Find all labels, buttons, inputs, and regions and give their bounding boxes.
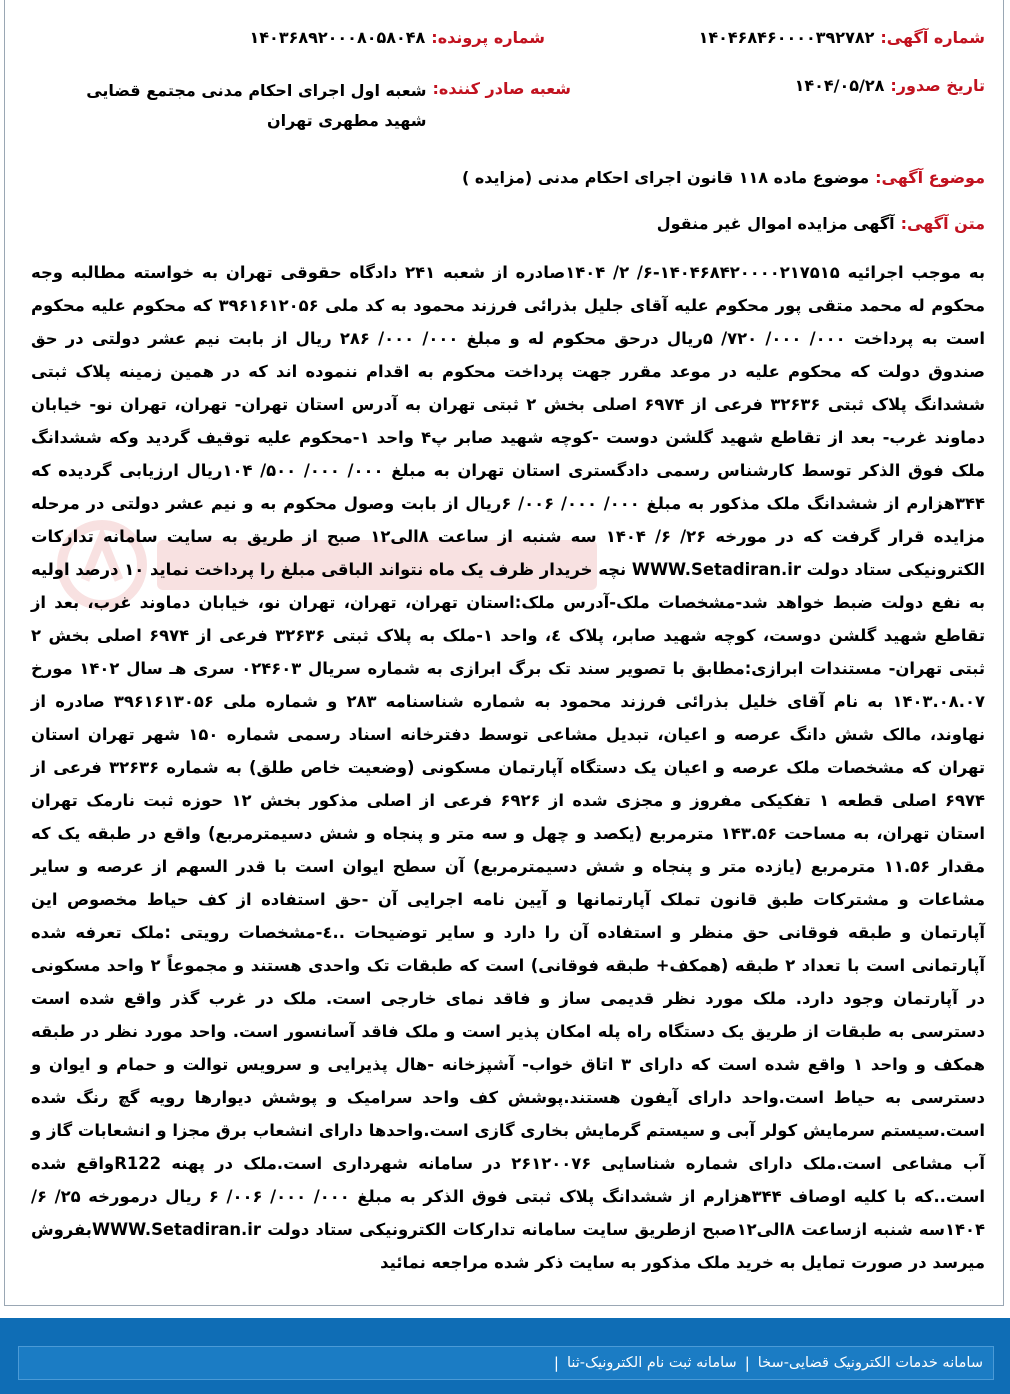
ad-number-row <box>699 28 985 47</box>
file-number-label: شماره پرونده: <box>431 28 545 47</box>
notice-panel <box>4 0 1004 1306</box>
issuing-branch-row <box>51 76 571 136</box>
subject-value: موضوع ماده ۱۱۸ قانون اجرای احکام مدنی (مزایده ) <box>461 168 870 187</box>
issuing-branch-label: شعبه صادر کننده: <box>432 79 571 98</box>
issue-date-value: ۱۴۰۴/۰۵/۲۸ <box>794 76 885 95</box>
subject-row <box>462 168 985 187</box>
notice-body-paragraph: به موجب اجرائیه ۱۴۰۴۶۸۴۲۰۰۰۰۲۱۷۵۱۵-۶/ ۲/ ۱۴۰۴صادره از شعبه ۲۴۱ دادگاه حقوقی تهران به خواسته مطالبه وجه محکوم له محمد متقی پور محکوم علیه آقای جلیل بذرائی فرزند محمود به کد ملی ۳۹۶۱۶۱۲۰۵۶ که محکوم علیه محکوم است به پرداخت ۰۰۰/ ۰۰۰/ ۷۲۰/ ۵ریال درحق محکوم له و مبلغ ۰۰۰/ ۰۰۰/ ۲۸۶ ریال از بابت نیم عشر دولتی در حق صندوق دولت که محکوم علیه در موعد مقرر جهت پرداخت محکوم به اقدام ننموده اند که در همین زمینه پلاک ثبتی ششدانگ پلاک ثبتی ۳۲۶۳۶ فرعی از ۶۹۷۴ اصلی بخش ۲ ثبتی تهران به آدرس استان تهران- تهران، تهران نو- خیابان دماوند غرب- بعد از تقاطع شهید گلشن دوست -کوچه شهید صابر پ۴ واحد ۱-محکوم علیه توقیف گردید وکه ششدانگ ملک فوق الذکر توسط کارشناس رسمی دادگستری استان تهران به مبلغ ۰۰۰/ ۰۰۰/ ۵۰۰/ ۱۰۴ریال ارزیابی گردیده که ۳۴۴هزارم از ششدانگ ملک مذکور به مبلغ ۰۰۰/ ۰۰۰/ ۰۰۶/ ۶ریال از بابت وصول محکوم به و نیم عشر دولتی در مرحله مزایده قرار گرفت که در مورخه ۲۶/ ۶/ ۱۴۰۴ سه شنبه از ساعت ۸الی۱۲ صبح از طریق به سایت سامانه تدارکات الکترونیکی ستاد دولت WWW.Setadiran.ir نچه خریدار ظرف یک ماه نتواند الباقی مبلغ را پرداخت نماید ۱۰ درصد اولیه به نفع دولت ضبط خواهد شد-مشخصات ملک-آدرس ملک:استان تهران، تهران، تهران نو، خیابان دماوند غرب، بعد از تقاطع شهید گلشن دوست، کوچه شهید صابر، پلاک ٤، واحد ۱-ملک به پلاک ثبتی ۳۲۶۳۶ فرعی از ۶۹۷۴ اصلی بخش ۲ ثبتی تهران- مستندات ابرازی:مطابق با تصویر سند تک برگ ابرازی به شماره سریال ۰۲۴۶۰۳ سری هـ سال ۱۴۰۲ مورخ ۱۴۰۳.۰۸.۰۷ به نام آقای خلیل بذرائی فرزند محمود به شماره شناسنامه ۲۸۳ و شماره ملی ۳۹۶۱۶۱۳۰۵۶ صادره از نهاوند، مالک شش دانگ عرصه و اعیان، تبدیل مشاعی توسط دفترخانه اسناد رسمی شماره ۱۵۰ شهر تهران استان تهران که مشخصات ملک عرصه و اعیان یک دستگاه آپارتمان مسکونی (وضعیت خاص طلق) به شماره ۳۲۶۳۶ فرعی از ۶۹۷۴ اصلی قطعه ۱ تفکیکی مفروز و مجزی شده از ۶۹۲۶ فرعی از اصلی مذکور بخش ۱۲ حوزه ثبت نارمک تهران استان تهران، به مساحت ۱۴۳.۵۶ مترمربع (یکصد و چهل و سه متر و پنجاه و شش دسیمترمربع) واقع در طبقه یک که مقدار ۱۱.۵۶ مترمربع (یازده متر و پنجاه و شش دسیمترمربع) آن سطح ایوان است با قدر السهم از عرصه و سایر مشاعات و مشترکات طبق قانون تملک آپارتمانها و آیین نامه اجرایی آن -حق استفاده از کف حیاط مخصوص این آپارتمان و طبقه فوقانی حق منظر و استفاده آن را دارد و سایر توضیحات ..٤-مشخصات رویتی :ملک تعرفه شده آپارتمانی است با تعداد ۲ طبقه (همکف+ طبقه فوقانی) است که طبقات تک واحدی هستند و مجموعاً ۲ واحد مسکونی در آپارتمان وجود دارد. ملک مورد نظر قدیمی ساز و فاقد نمای خارجی است. ملک در غرب گذر واقع شده است دسترسی به طبقات از طریق یک دستگاه راه پله امکان پذیر است و ملک فاقد آسانسور است. واحد مورد نظر در طبقه همکف و واحد ۱ واقع شده است که دارای ۳ اتاق خواب- آشپزخانه -هال پذیرایی و سرویس توالت و حمام و ایوان و دسترسی به حیاط است.واحد دارای آیفون هستند.پوشش کف واحد سرامیک و پوشش دیوارها رویه گچ رنگ شده است.سیستم سرمایش کولر آبی و سیستم گرمایش بخاری گازی است.واحدها دارای انشعاب برق مجزا و انشعابات گاز و آب مشاعی است.ملک دارای شماره شناسایی ۲۶۱۲۰۰۷۶ در سامانه شهرداری است.ملک در پهنه R122واقع شده است..که با کلیه اوصاف ۳۴۴هزارم از ششدانگ پلاک ثبتی فوق الذکر به مبلغ ۰۰۰/ ۰۰۰/ ۰۰۶/ ۶ ریال درمورخه ۲۵/ ۶/ ۱۴۰۴سه شنبه ازساعت ۸الی۱۲صبح ازطریق سایت سامانه تدارکات الکترونیکی ستاد دولت WWW.Setadiran.irبفروش میرسد در صورت تمایل به خرید ملک مذکور به سایت ذکر شده مراجعه نمائید <box>31 263 986 1272</box>
ad-number-value: ۱۴۰۴۶۸۴۶۰۰۰۰۳۹۲۷۸۲ <box>698 28 875 47</box>
footer-bar <box>0 1318 1010 1394</box>
notice-text-title: آگهی مزایده اموال غیر منقول <box>656 214 895 233</box>
footer-link-sana[interactable]: سامانه ثبت نام الکترونیک-ثنا <box>566 1355 737 1371</box>
file-number-value: ۱۴۰۳۶۸۹۲۰۰۰۸۰۵۸۰۴۸ <box>249 28 426 47</box>
footer-links <box>18 1346 994 1380</box>
issuing-branch-value: شعبه اول اجرای احکام مدنی مجتمع قضایی شهید مطهری تهران <box>86 81 427 130</box>
file-number-row <box>250 28 545 47</box>
issue-date-row <box>795 76 985 95</box>
notice-text-label: متن آگهی: <box>900 214 985 233</box>
ad-number-label: شماره آگهی: <box>880 28 985 47</box>
footer-separator-end: | <box>553 1354 559 1372</box>
issue-date-label: تاریخ صدور: <box>890 76 985 95</box>
notice-body <box>31 256 985 1279</box>
footer-link-sakha[interactable]: سامانه خدمات الکترونیک قضایی-سخا <box>757 1355 983 1371</box>
notice-text-row <box>657 214 985 233</box>
subject-label: موضوع آگهی: <box>875 168 985 187</box>
footer-separator: | <box>744 1354 750 1372</box>
